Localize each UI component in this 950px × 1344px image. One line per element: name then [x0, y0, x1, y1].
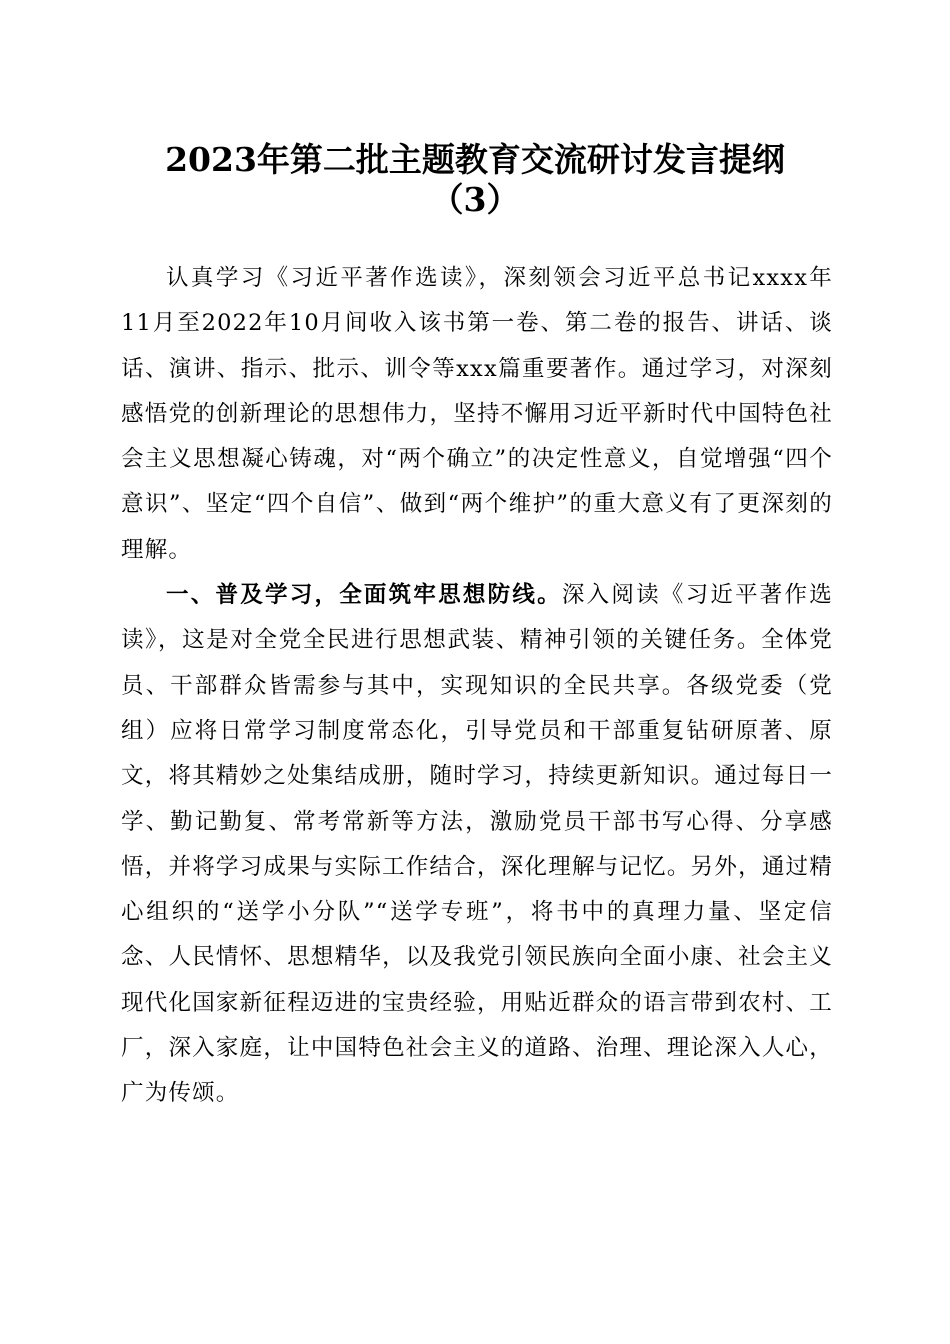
document-title-number: （3） [430, 180, 520, 219]
section-heading: 一、普及学习，全面筑牢思想防线。 [166, 582, 562, 609]
document-body [121, 256, 833, 1117]
document-title: 2023年第二批主题教育交流研讨发言提纲 [165, 140, 785, 179]
paragraph-section-1 [121, 573, 833, 1117]
paragraph-text: 认真学习《习近平著作选读》，深刻领会习近平总书记xxxx年11月至2022年10月间收入该书第一卷、第二卷的报告、讲话、谈话、演讲、指示、批示、训令等xxx篇重要著作。通过学习，对深刻感悟党的创新理论的思想伟力，坚持不懈用习近平新时代中国特色社会主义思想凝心铸魂，对“两个确立”的决定性意义，自觉增强“四个意识”、坚定“四个自信”、做到“两个维护”的重大意义有了更深刻的理解。 [121, 265, 833, 563]
paragraph-text: 深入阅读《习近平著作选读》，这是对全党全民进行思想武装、精神引领的关键任务。全体党员、干部群众皆需参与其中，实现知识的全民共享。各级党委（党组）应将日常学习制度常态化，引导党员和干部重复钻研原著、原文，将其精妙之处集结成册，随时学习，持续更新知识。通过每日一学、勤记勤复、常考常新等方法，激励党员干部书写心得、分享感悟，并将学习成果与实际工作结合，深化理解与记忆。另外，通过精心组织的“送学小分队”“送学专班”，将书中的真理力量、坚定信念、人民情怀、思想精华，以及我党引领民族向全面小康、社会主义现代化国家新征程迈进的宝贵经验，用贴近群众的语言带到农村、工厂，深入家庭，让中国特色社会主义的道路、治理、理论深入人心，广为传颂。 [121, 582, 833, 1107]
paragraph-intro [121, 256, 833, 573]
